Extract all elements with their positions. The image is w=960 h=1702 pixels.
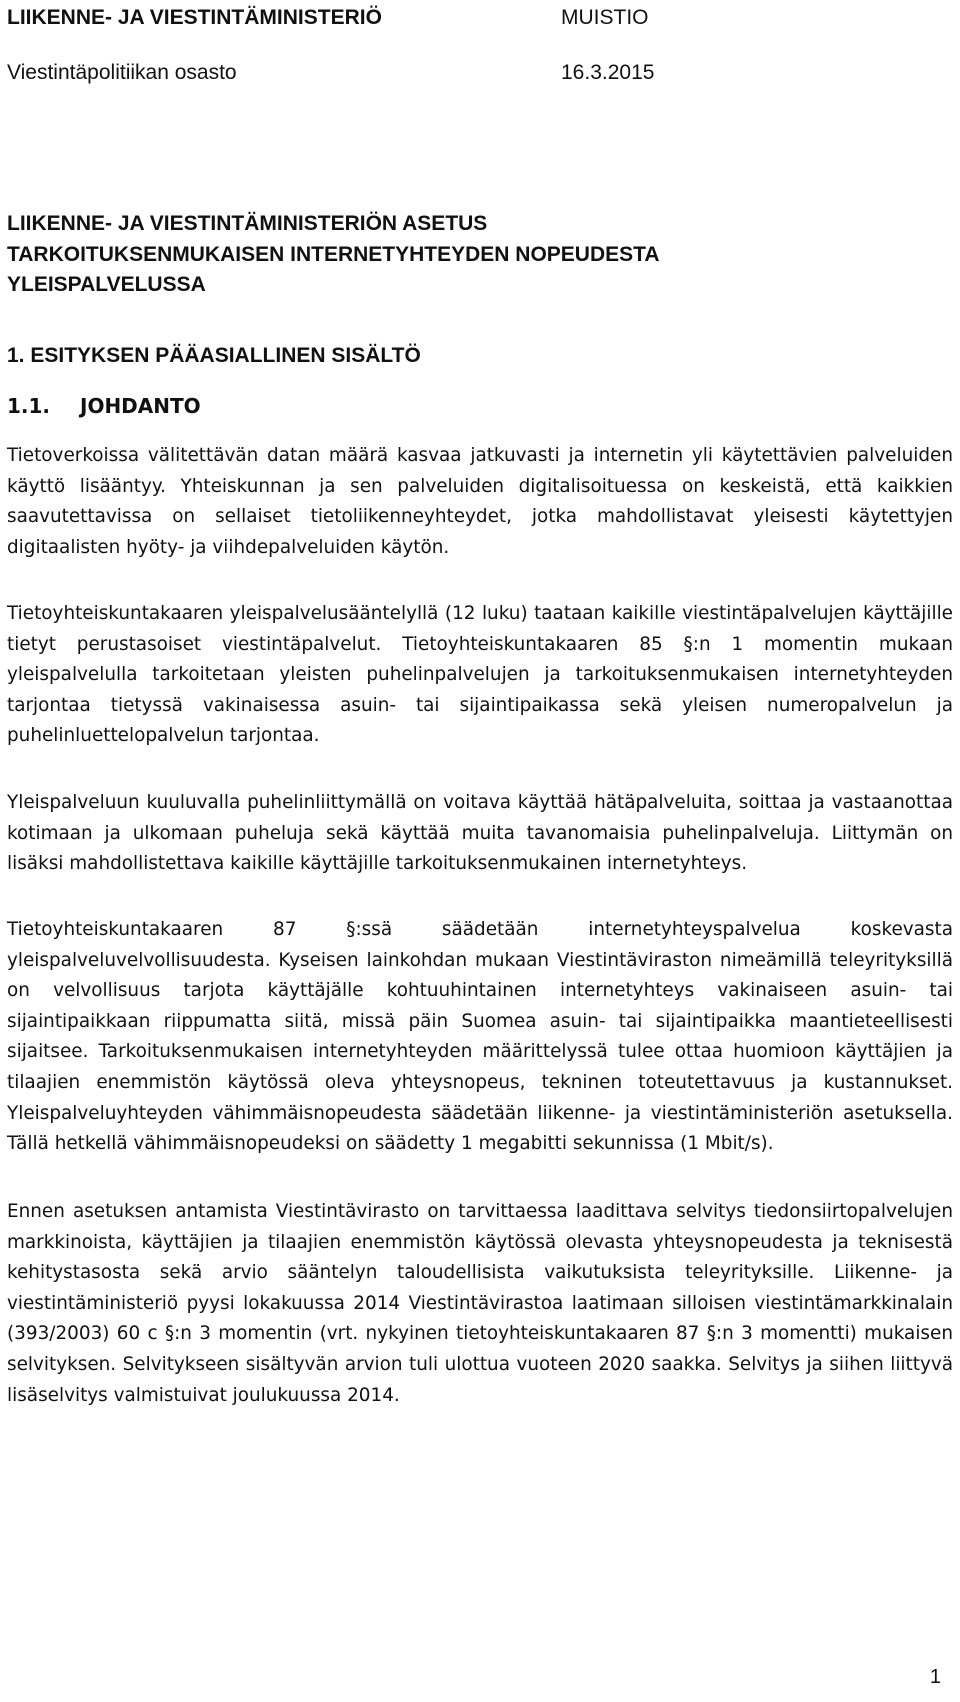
body-paragraph: Tietoyhteiskuntakaaren 87 §:ssä säädetään internetyhteyspalvelua koskevasta yleispalveluvelvollisuudesta. Kyseisen lainkohdan mukaan Viestintäviraston nimeämillä teleyrityksillä on velvollisuus tarjota käyttäjälle kohtuuhintainen internetyhteys vakinaiseen asuin- tai sijaintipaikkaan riippumatta siitä, missä päin Suomea asuin- tai sijaintipaikka maantieteellisesti sijaitsee. Tarkoituksenmukaisen internetyhteyden määrittelyssä tulee ottaa huomioon käyttäjien ja tilaajien enemmistön käytössä oleva yhteysnopeus, tekninen toteutettavuus ja kustannukset. Yleispalveluyhteyden vähimmäisnopeudesta säädetään liikenne- ja viestintäministeriön asetuksella. Tällä hetkellä vähimmäisnopeudeksi on säädetty 1 megabitti sekunnissa (1 Mbit/s). [7,919,953,1155]
body-paragraph: Ennen asetuksen antamista Viestintävirasto on tarvittaessa laadittava selvitys tiedonsiirtopalvelujen markkinoista, käyttäjien ja tilaajien enemmistön käytössä olevasta yhteysnopeudesta ja teknisestä kehitystasosta sekä arvio sääntelyn taloudellisista vaikutuksista teleyrityksille. Liikenne- ja viestintäministeriö pyysi lokakuussa 2014 Viestintävirastoa laatimaan silloisen viestintämarkkinalain (393/2003) 60 c §:n 3 momentin (vrt. nykyinen tietoyhteiskuntakaaren 87 §:n 3 momentti) mukaisen selvityksen. Selvitykseen sisältyvän arvion tuli ulottua vuoteen 2020 saakka. Selvitys ja siihen liittyvä lisäselvitys valmistuivat joulukuussa 2014. [7,1201,953,1406]
organization-name: LIIKENNE- JA VIESTINTÄMINISTERIÖ [7,6,382,29]
document-title-line: YLEISPALVELUSSA [7,273,206,296]
document-type: MUISTIO [561,6,649,29]
page-number: 1 [929,1666,941,1688]
department-name: Viestintäpolitiikan osasto [7,61,237,84]
body-paragraph: Tietoyhteiskuntakaaren yleispalvelusääntelyllä (12 luku) taataan kaikille viestintäpalvelujen käyttäjille tietyt perustasoiset viestintäpalvelut. Tietoyhteiskuntakaaren 85 §:n 1 momentin mukaan yleispalvelulla tarkoitetaan yleisten puhelinpalvelujen ja tarkoituksenmukaisen internetyhteyden tarjontaa tietyssä vakinaisessa asuin- tai sijaintipaikassa sekä yleisen numeropalvelun ja puhelinluettelopalvelun tarjontaa. [7,603,953,747]
subsection-number: 1.1. [7,394,51,418]
document-date: 16.3.2015 [561,61,655,84]
section-heading: 1. ESITYKSEN PÄÄASIALLINEN SISÄLTÖ [7,344,421,367]
subsection-title: JOHDANTO [80,394,201,418]
document-title-line: TARKOITUKSENMUKAISEN INTERNETYHTEYDEN NOPEUDESTA [7,242,660,266]
body-paragraph: Yleispalveluun kuuluvalla puhelinliittymällä on voitava käyttää hätäpalveluita, soittaa ja vastaanottaa kotimaan ja ulkomaan puheluja sekä käyttää muita tavanomaisia puhelinpalveluja. Liittymän on lisäksi mahdollistettava kaikille käyttäjille tarkoituksenmukainen internetyhteys. [7,792,953,875]
document-title [7,209,660,301]
body-paragraph: Tietoverkoissa välitettävän datan määrä kasvaa jatkuvasti ja internetin yli käytettävien palveluiden käyttö lisääntyy. Yhteiskunnan ja sen palveluiden digitalisoituessa on keskeistä, että kaikkien saavutettavissa on sellaiset tietoliikenneyhteydet, jotka mahdollistavat yleisesti käytettyjen digitaalisten hyöty- ja viihdepalveluiden käytön. [7,445,953,558]
document-title-line: LIIKENNE- JA VIESTINTÄMINISTERIÖN ASETUS [7,212,488,235]
subsection-heading [7,392,201,420]
